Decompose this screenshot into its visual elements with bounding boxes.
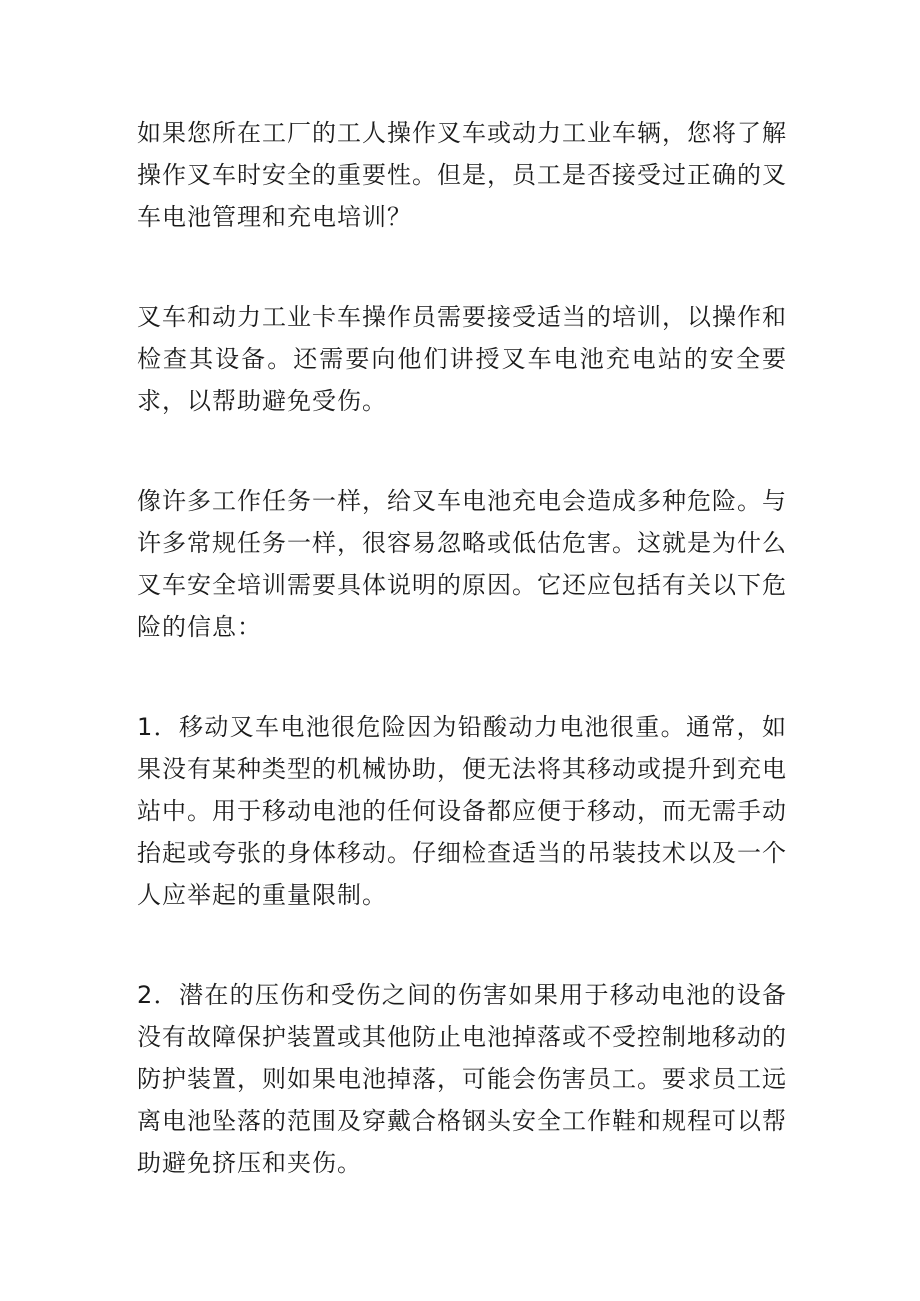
paragraph-intro: 如果您所在工厂的工人操作叉车或动力工业车辆，您将了解操作叉车时安全的重要性。但是，员工是否接受过正确的叉车电池管理和充电培训？ — [137, 119, 787, 231]
list-item-crush-injury: 2．潜在的压伤和受伤之间的伤害如果用于移动电池的设备没有故障保护装置或其他防止电池掉落或不受控制地移动的防护装置，则如果电池掉落，可能会伤害员工。要求员工远离电池坠落的范围及穿戴合格钢头安全工作鞋和规程可以帮助避免挤压和夹伤。 — [137, 981, 787, 1177]
paragraph-hazards: 像许多工作任务一样，给叉车电池充电会造成多种危险。与许多常规任务一样，很容易忽略或低估危害。这就是为什么叉车安全培训需要具体说明的原因。它还应包括有关以下危险的信息： — [137, 487, 787, 641]
list-item-moving-battery: 1．移动叉车电池很危险因为铅酸动力电池很重。通常，如果没有某种类型的机械协助，便无法将其移动或提升到充电站中。用于移动电池的任何设备都应便于移动，而无需手动抬起或夸张的身体移动。仔细检查适当的吊装技术以及一个人应举起的重量限制。 — [137, 713, 787, 909]
paragraph-training: 叉车和动力工业卡车操作员需要接受适当的培训，以操作和检查其设备。还需要向他们讲授叉车电池充电站的安全要求，以帮助避免受伤。 — [137, 303, 787, 415]
document-page — [137, 112, 787, 1184]
